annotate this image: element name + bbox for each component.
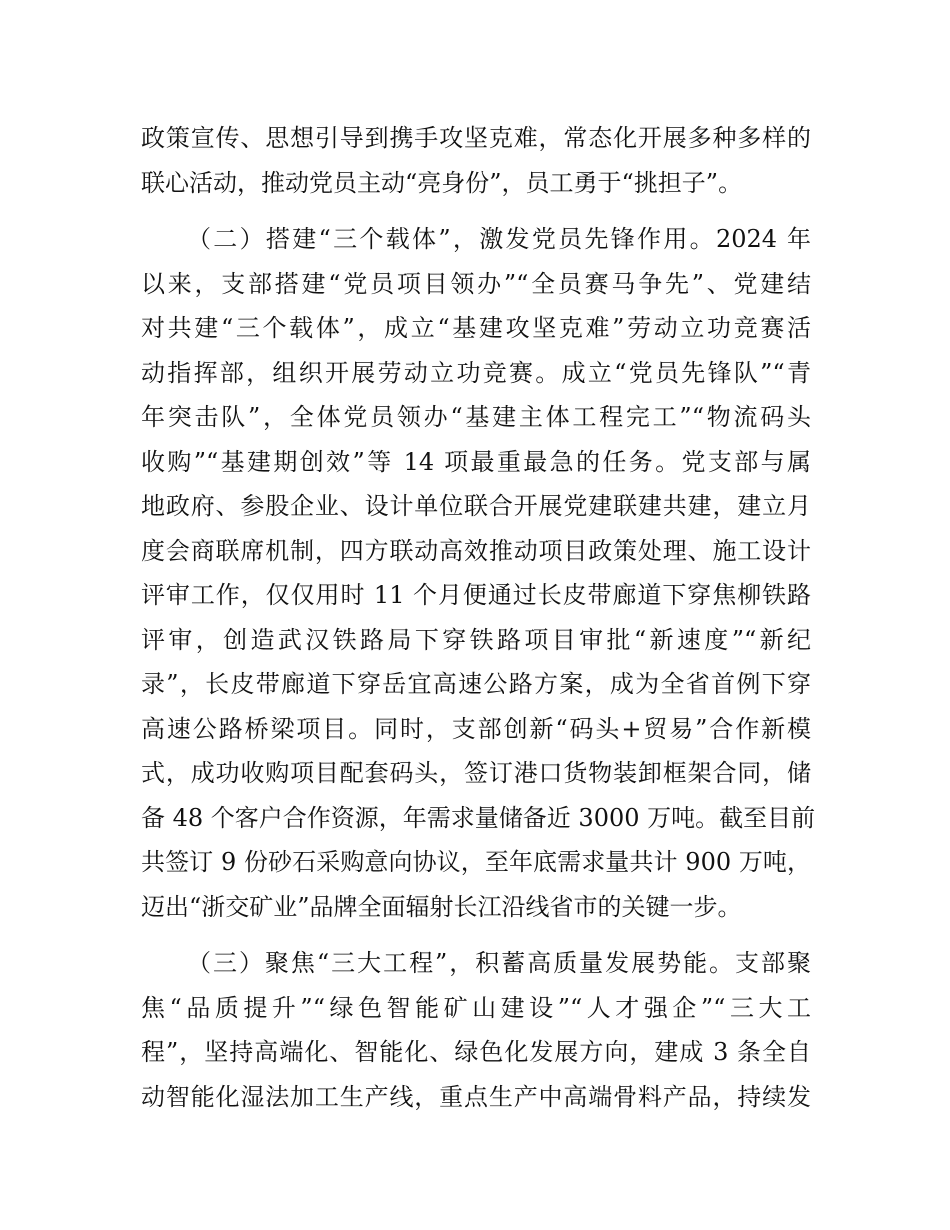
text-line: 地政府、参股企业、设计单位联合开展党建联建共建，建立月 (141, 492, 811, 520)
text-line: 度会商联席机制，四方联动高效推动项目政策处理、施工设计 (141, 536, 811, 565)
document-body (141, 116, 816, 1119)
text-line: 对共建“三个载体”，成立“基建攻坚克难”劳动立功竞赛活 (141, 314, 811, 342)
text-line: 高速公路桥梁项目。同时，支部创新“码头+贸易”合作新模 (141, 714, 811, 743)
text-line: （三）聚焦“三大工程”，积蓄高质量发展势能。支部聚 (187, 949, 811, 977)
text-line: 式，成功收购项目配套码头，签订港口货物装卸框架合同，储 (141, 759, 811, 787)
paragraph-1 (141, 116, 811, 205)
text-line: 焦“品质提升”“绿色智能矿山建设”“人才强企”“三大工 (141, 993, 811, 1022)
text-line: 年突击队”，全体党员领办“基建主体工程完工”“物流码头 (141, 403, 811, 431)
text-line: 共签订 9 份砂石采购意向协议，至年底需求量共计 900 万吨， (141, 848, 811, 876)
paragraph-2 (141, 217, 816, 929)
text-line: 备 48 个客户合作资源，年需求量储备近 3000 万吨。截至目前 (141, 803, 816, 832)
text-line: 收购”“基建期创效”等 14 项最重最急的任务。党支部与属 (141, 447, 811, 476)
paragraph-gap (141, 929, 811, 941)
paragraph-gap (141, 205, 811, 217)
text-line: 录”，长皮带廊道下穿岳宜高速公路方案，成为全省首例下穿 (141, 670, 811, 698)
text-line: 以来，支部搭建“党员项目领办”“全员赛马争先”、党建结 (141, 269, 811, 298)
text-line: （二）搭建“三个载体”，激发党员先锋作用。2024 年 (187, 225, 811, 253)
text-line: 联心活动，推动党员主动“亮身份”，员工勇于“挑担子”。 (141, 168, 743, 197)
text-line: 评审，创造武汉铁路局下穿铁路项目审批“新速度”“新纪 (141, 625, 811, 654)
text-line: 迈出“浙交矿业”品牌全面辐射长江沿线省市的关键一步。 (141, 892, 742, 921)
text-line: 政策宣传、思想引导到携手攻坚克难，常态化开展多种多样的 (141, 124, 811, 152)
paragraph-3 (141, 941, 811, 1119)
text-line: 程”，坚持高端化、智能化、绿色化发展方向，建成 3 条全自 (141, 1038, 811, 1066)
text-line: 动智能化湿法加工生产线，重点生产中高端骨料产品，持续发 (141, 1082, 811, 1111)
text-line: 评审工作，仅仅用时 11 个月便通过长皮带廊道下穿焦柳铁路 (141, 581, 811, 609)
text-line: 动指挥部，组织开展劳动立功竞赛。成立“党员先锋队”“青 (141, 358, 811, 387)
